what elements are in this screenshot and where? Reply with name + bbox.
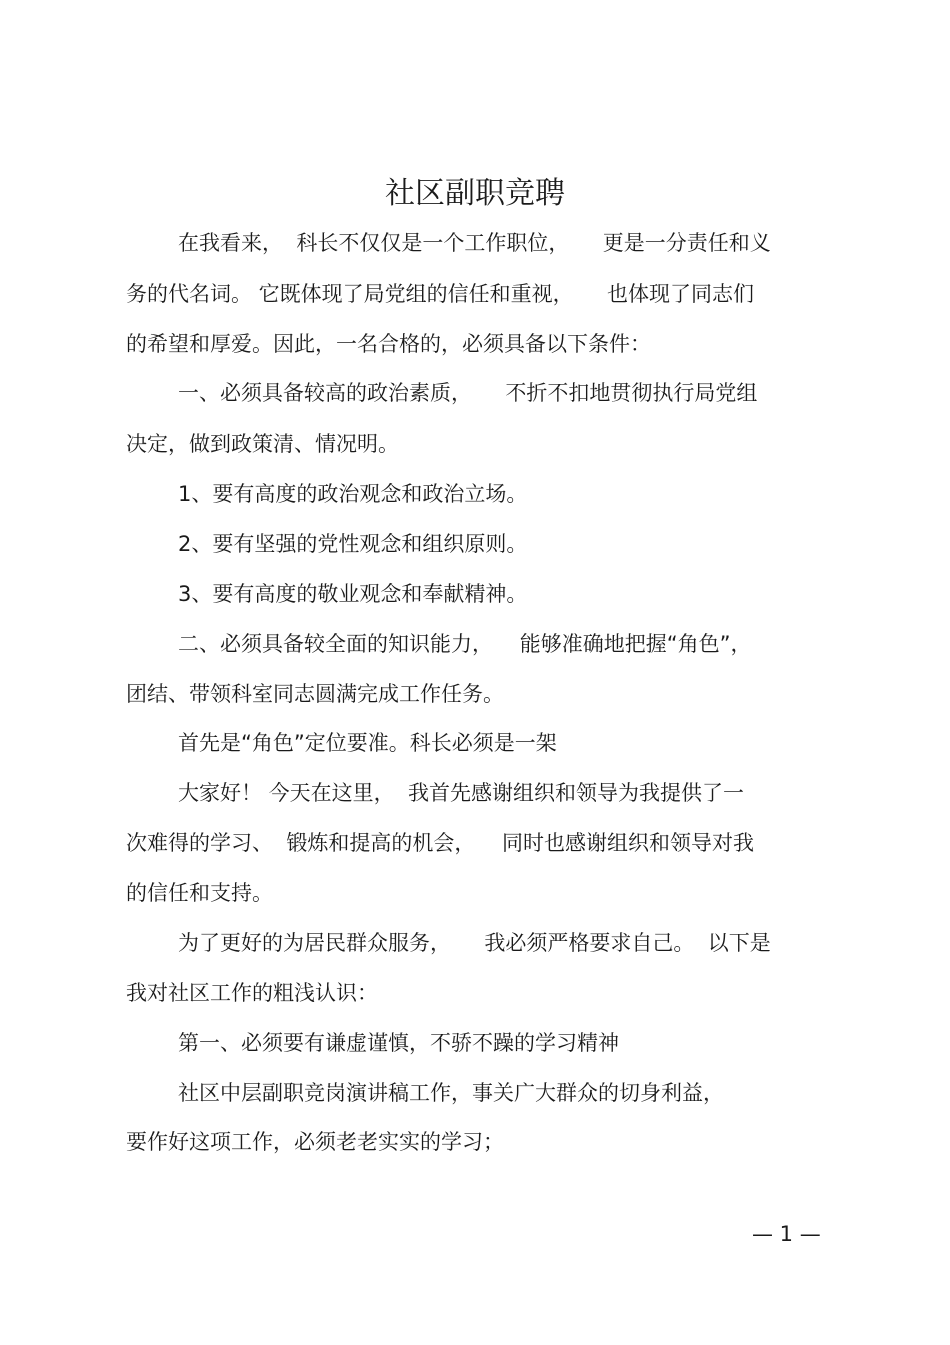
body-line: 首先是“角色”定位要准。科长必须是一架 — [178, 731, 557, 755]
body-line: 社区中层副职竞岗演讲稿工作，事关广大群众的切身利益， — [178, 1081, 724, 1105]
body-line: 决定，做到政策清、情况明。 — [126, 432, 399, 456]
body-line: 大家好！ 今天在这里， 我首先感谢组织和领导为我提供了一 — [178, 781, 745, 805]
body-line: 的希望和厚爱。因此，一名合格的，必须具备以下条件： — [126, 332, 651, 356]
body-line: 我对社区工作的粗浅认识： — [126, 981, 378, 1005]
body-line: 要作好这项工作，必须老老实实的学习； — [126, 1130, 504, 1154]
body-line: 一、必须具备较高的政治素质， 不折不扣地贯彻执行局党组 — [178, 381, 758, 405]
document-title: 社区副职竞聘 — [385, 176, 565, 211]
body-line: 第一、必须要有谦虚谨慎，不骄不躁的学习精神 — [178, 1031, 619, 1055]
body-line: 次难得的学习、 锻炼和提高的机会， 同时也感谢组织和领导对我 — [126, 831, 755, 855]
body-line: 务的代名词。 它既体现了局党组的信任和重视， 也体现了同志们 — [126, 282, 755, 306]
body-line: 为了更好的为居民群众服务， 我必须严格要求自己。 以下是 — [178, 931, 771, 955]
body-line: 团结、带领科室同志圆满完成工作任务。 — [126, 682, 504, 706]
body-line: 1、要有高度的政治观念和政治立场。 — [178, 482, 528, 506]
body-line: 3、要有高度的敬业观念和奉献精神。 — [178, 582, 528, 606]
body-line: 二、必须具备较全面的知识能力， 能够准确地把握“角色”， — [178, 632, 752, 656]
body-line: 的信任和支持。 — [126, 881, 273, 905]
page-number: — 1 — — [752, 1222, 821, 1246]
body-line: 在我看来， 科长不仅仅是一个工作职位， 更是一分责任和义 — [178, 231, 771, 255]
body-line: 2、要有坚强的党性观念和组织原则。 — [178, 532, 528, 556]
